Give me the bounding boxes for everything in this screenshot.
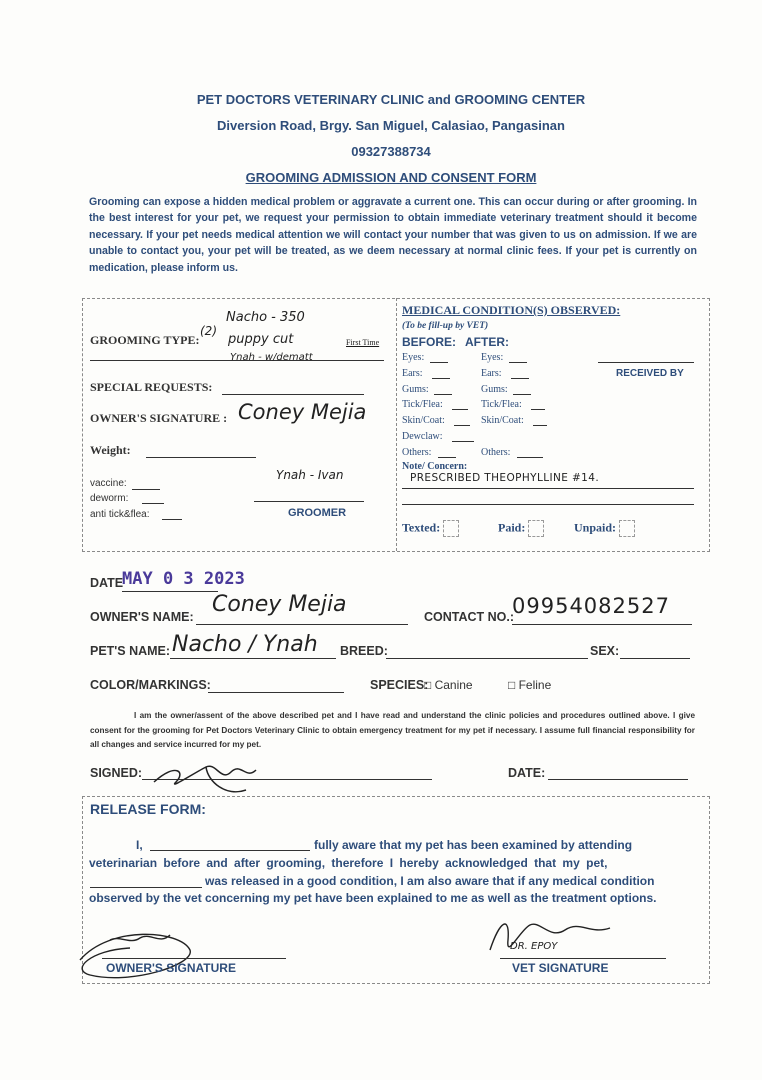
date2-line (548, 779, 688, 780)
release-p1-i: I, (136, 838, 143, 852)
release-p4: observed by the vet concerning my pet have been explained to me as well as the treatment options. (89, 891, 657, 905)
hw-grooming-3: puppy cut (228, 332, 294, 347)
hw-owner-signature: Coney Mejia (238, 400, 367, 424)
intro-paragraph: Grooming can expose a hidden medical problem or aggravate a current one. This can occur during or after grooming. In the best interest for your pet, we request your permission to obtain immediate veterinary treatment should it become necessary. If your pet needs medical attention we will contact your number that was given to us on admission. If we are unable to contact you, your pet will be treated, as we deem necessary at normal clinic fees. If your pet is currently on medication, please inform us. (89, 196, 697, 274)
hw-grooming-1: (2) (200, 324, 217, 338)
feline-option[interactable]: □ Feline (508, 678, 552, 692)
canine-option[interactable]: □ Canine (424, 678, 473, 692)
deworm-line (142, 503, 164, 504)
row-after-others: Others: (481, 447, 511, 458)
ears-a (511, 378, 529, 379)
after-label: AFTER: (465, 335, 509, 349)
row-before-others: Others: (402, 447, 432, 458)
texted-label (402, 520, 459, 537)
others-a (517, 457, 543, 458)
hw-note: PRESCRIBED THEOPHYLLINE #14. (410, 472, 600, 484)
clinic-name: PET DOCTORS VETERINARY CLINIC and GROOMING CENTER (196, 92, 586, 107)
release-owner-line (102, 958, 286, 959)
release-pet-line (90, 887, 202, 888)
first-time-label: First Time (346, 338, 380, 347)
date-stamp: MAY 0 3 2023 (122, 569, 245, 589)
release-name-line (150, 850, 310, 851)
form-title: GROOMING ADMISSION AND CONSENT FORM (245, 170, 537, 185)
hw-grooming-4: Ynah - w/dematt (230, 352, 313, 363)
note-label: Note/ Concern: (402, 461, 468, 472)
species-label: SPECIES: (370, 678, 429, 692)
release-p2: veterinarian before and after grooming, therefore I hereby acknowledged that my pet, (89, 856, 608, 870)
skin-b (454, 425, 470, 426)
row-after-tick: Tick/Flea: (481, 399, 522, 410)
texted-text: Texted: (402, 520, 441, 535)
consent-paragraph: I am the owner/assent of the above described pet and I have read and understand the clinic policies and procedures outlined above. I give consent for the grooming for Pet Doctors Veterinary Clinic to obtain emergency treatment for my pet if necessary. I assume full financial responsibility for all changes and service incurred for my pet. (90, 711, 695, 749)
texted-checkbox[interactable] (443, 520, 459, 537)
contact-label: CONTACT NO.: (424, 610, 515, 624)
unpaid-text: Unpaid: (574, 520, 617, 535)
received-by-label: RECEIVED BY (616, 368, 684, 379)
weight-line (146, 457, 256, 458)
box-divider (396, 298, 397, 551)
row-before-gums: Gums: (402, 384, 429, 395)
pet-name-label: PET'S NAME: (90, 644, 171, 658)
dewclaw-b (452, 441, 474, 442)
owner-name-label: OWNER'S NAME: (90, 610, 194, 624)
note-line-1 (402, 488, 694, 489)
signed-label: SIGNED: (90, 766, 143, 780)
clinic-phone: 09327388734 (351, 144, 431, 159)
paid-text: Paid: (498, 520, 526, 535)
row-before-ears: Ears: (402, 368, 423, 379)
clinic-address: Diversion Road, Brgy. San Miguel, Calasiao, Pangasinan (217, 118, 565, 133)
owner-name-line (196, 624, 408, 625)
hw-owner-name: Coney Mejia (212, 592, 347, 617)
release-owner-sig-label: OWNER'S SIGNATURE (106, 961, 236, 975)
release-title: RELEASE FORM: (90, 801, 206, 817)
owner-signature-label: OWNER'S SIGNATURE : (90, 411, 228, 425)
row-after-eyes: Eyes: (481, 352, 504, 363)
breed-line (386, 658, 588, 659)
row-before-dewclaw: Dewclaw: (402, 431, 443, 442)
tick-b (452, 409, 468, 410)
date-line (122, 591, 218, 592)
hw-groomer: Ynah - Ivan (276, 468, 344, 482)
eyes-a (509, 362, 527, 363)
tick-a (531, 409, 545, 410)
release-owner-scribble (70, 920, 210, 990)
gums-a (513, 394, 531, 395)
gums-b (434, 394, 452, 395)
sex-line (620, 658, 690, 659)
paid-checkbox[interactable] (528, 520, 544, 537)
note-line-2 (402, 504, 694, 505)
row-after-gums: Gums: (481, 384, 508, 395)
skin-a (533, 425, 547, 426)
weight-label: Weight: (90, 443, 131, 457)
received-by-line (598, 362, 694, 363)
contact-line (512, 624, 692, 625)
breed-label: BREED: (340, 644, 388, 658)
ears-b (432, 378, 450, 379)
groomer-label: GROOMER (288, 507, 347, 519)
row-before-tick: Tick/Flea: (402, 399, 443, 410)
row-before-eyes: Eyes: (402, 352, 425, 363)
groomer-line (254, 501, 364, 502)
vaccine-label: vaccine: (90, 478, 127, 489)
color-label: COLOR/MARKINGS: (90, 678, 211, 692)
others-b (438, 457, 456, 458)
color-line (208, 692, 344, 693)
special-requests-label: SPECIAL REQUESTS: (90, 380, 213, 394)
release-vet-line (500, 958, 666, 959)
release-vet-sig-label: VET SIGNATURE (512, 961, 609, 975)
release-p3: was released in a good condition, I am also aware that if any medical condition (205, 874, 655, 888)
row-before-skin: Skin/Coat: (402, 415, 445, 426)
antitick-line (162, 519, 182, 520)
release-p1b: fully aware that my pet has been examined by attending (314, 838, 633, 852)
deworm-label: deworm: (90, 493, 129, 504)
hw-pet-name: Nacho / Ynah (172, 632, 318, 657)
paid-label (498, 520, 544, 537)
antitick-label: anti tick&flea: (90, 509, 150, 520)
eyes-b (430, 362, 448, 363)
sex-label: SEX: (590, 644, 620, 658)
special-requests-line (222, 394, 364, 395)
hw-contact: 09954082527 (512, 594, 670, 618)
vaccine-line (132, 489, 160, 490)
pet-name-line (170, 658, 336, 659)
unpaid-checkbox[interactable] (619, 520, 635, 537)
owner-signature-scribble (146, 752, 276, 802)
grooming-type-label: GROOMING TYPE: (90, 333, 200, 347)
date-label: DATE (90, 576, 124, 590)
date2-label: DATE: (508, 766, 546, 780)
hw-vet-name: DR. EPOY (510, 941, 558, 952)
medical-title: MEDICAL CONDITION(S) OBSERVED: (402, 303, 621, 317)
hw-grooming-2: Nacho - 350 (226, 310, 305, 325)
before-label: BEFORE: (402, 335, 456, 349)
row-after-ears: Ears: (481, 368, 502, 379)
medical-subtitle: (To be fill-up by VET) (402, 321, 489, 331)
unpaid-label (574, 520, 635, 537)
row-after-skin: Skin/Coat: (481, 415, 524, 426)
